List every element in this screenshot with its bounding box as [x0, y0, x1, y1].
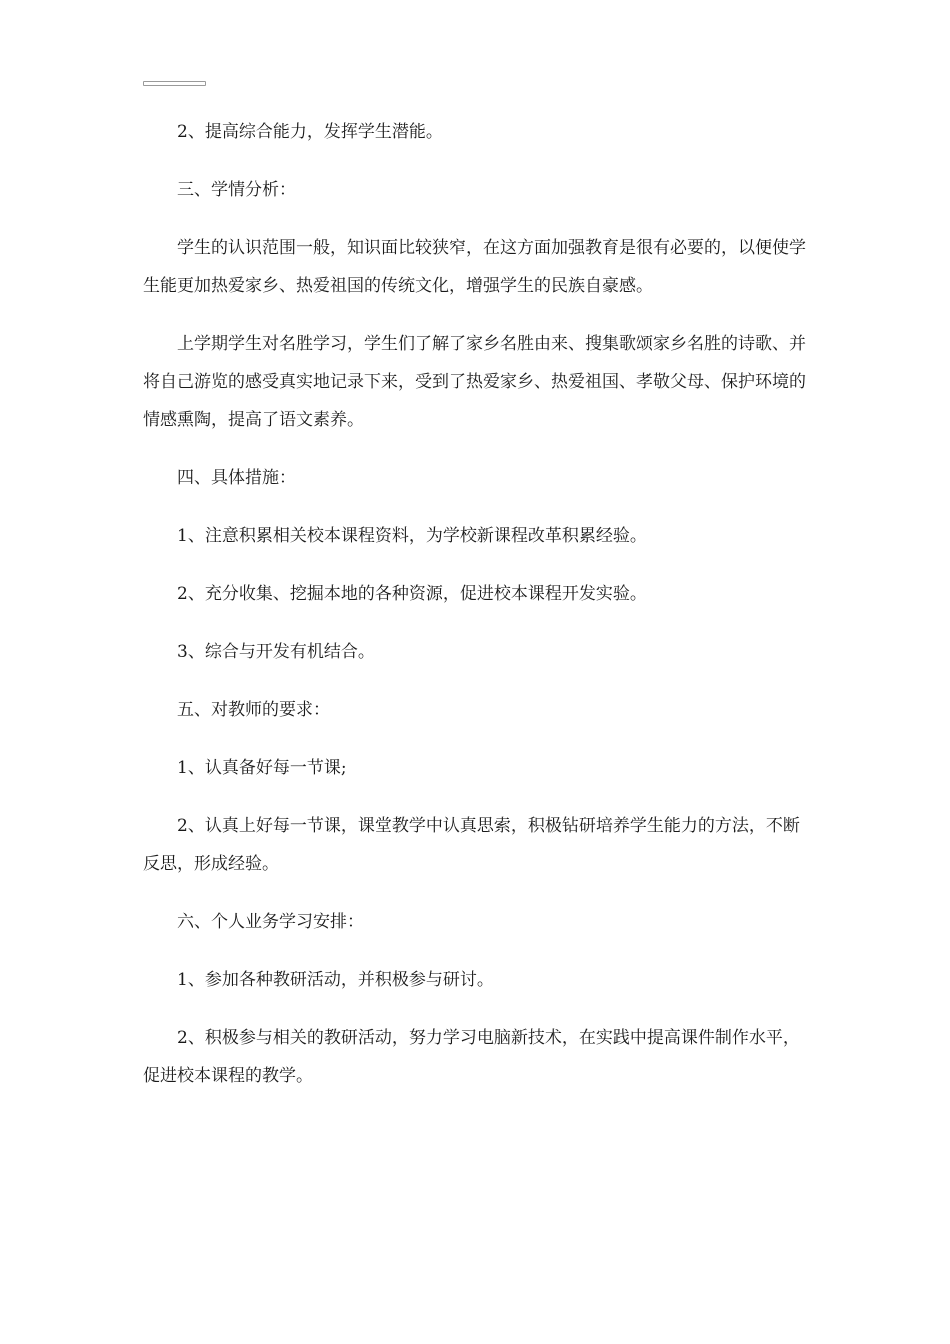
paragraph-item: 学生的认识范围一般，知识面比较狭窄，在这方面加强教育是很有必要的，以便使学生能更加热爱家乡、热爱祖国的传统文化，增强学生的民族自豪感。 — [143, 238, 806, 296]
header-rule — [143, 81, 206, 86]
paragraph-item: 2、提高综合能力，发挥学生潜能。 — [177, 122, 443, 142]
paragraph-item: 上学期学生对名胜学习，学生们了解了家乡名胜由来、搜集歌颂家乡名胜的诗歌、并将自己游览的感受真实地记录下来，受到了热爱家乡、热爱祖国、孝敬父母、保护环境的情感熏陶，提高了语文素养。 — [143, 334, 806, 430]
paragraph-item: 1、认真备好每一节课; — [177, 758, 347, 778]
paragraph-item: 2、充分收集、挖掘本地的各种资源，促进校本课程开发实验。 — [177, 584, 647, 604]
paragraph-item: 1、参加各种教研活动，并积极参与研讨。 — [177, 970, 494, 990]
paragraph-item: 3、综合与开发有机结合。 — [177, 642, 375, 662]
section-heading: 六、个人业务学习安排： — [177, 912, 364, 932]
paragraph-item: 2、认真上好每一节课，课堂教学中认真思索，积极钻研培养学生能力的方法，不断反思，形成经验。 — [143, 816, 800, 874]
section-heading: 三、学情分析： — [177, 180, 296, 200]
section-heading: 四、具体措施： — [177, 468, 296, 488]
document-body — [143, 113, 807, 1095]
section-heading: 五、对教师的要求： — [177, 700, 330, 720]
paragraph-item: 1、注意积累相关校本课程资料，为学校新课程改革积累经验。 — [177, 526, 647, 546]
paragraph-item: 2、积极参与相关的教研活动，努力学习电脑新技术，在实践中提高课件制作水平，促进校本课程的教学。 — [143, 1028, 800, 1086]
